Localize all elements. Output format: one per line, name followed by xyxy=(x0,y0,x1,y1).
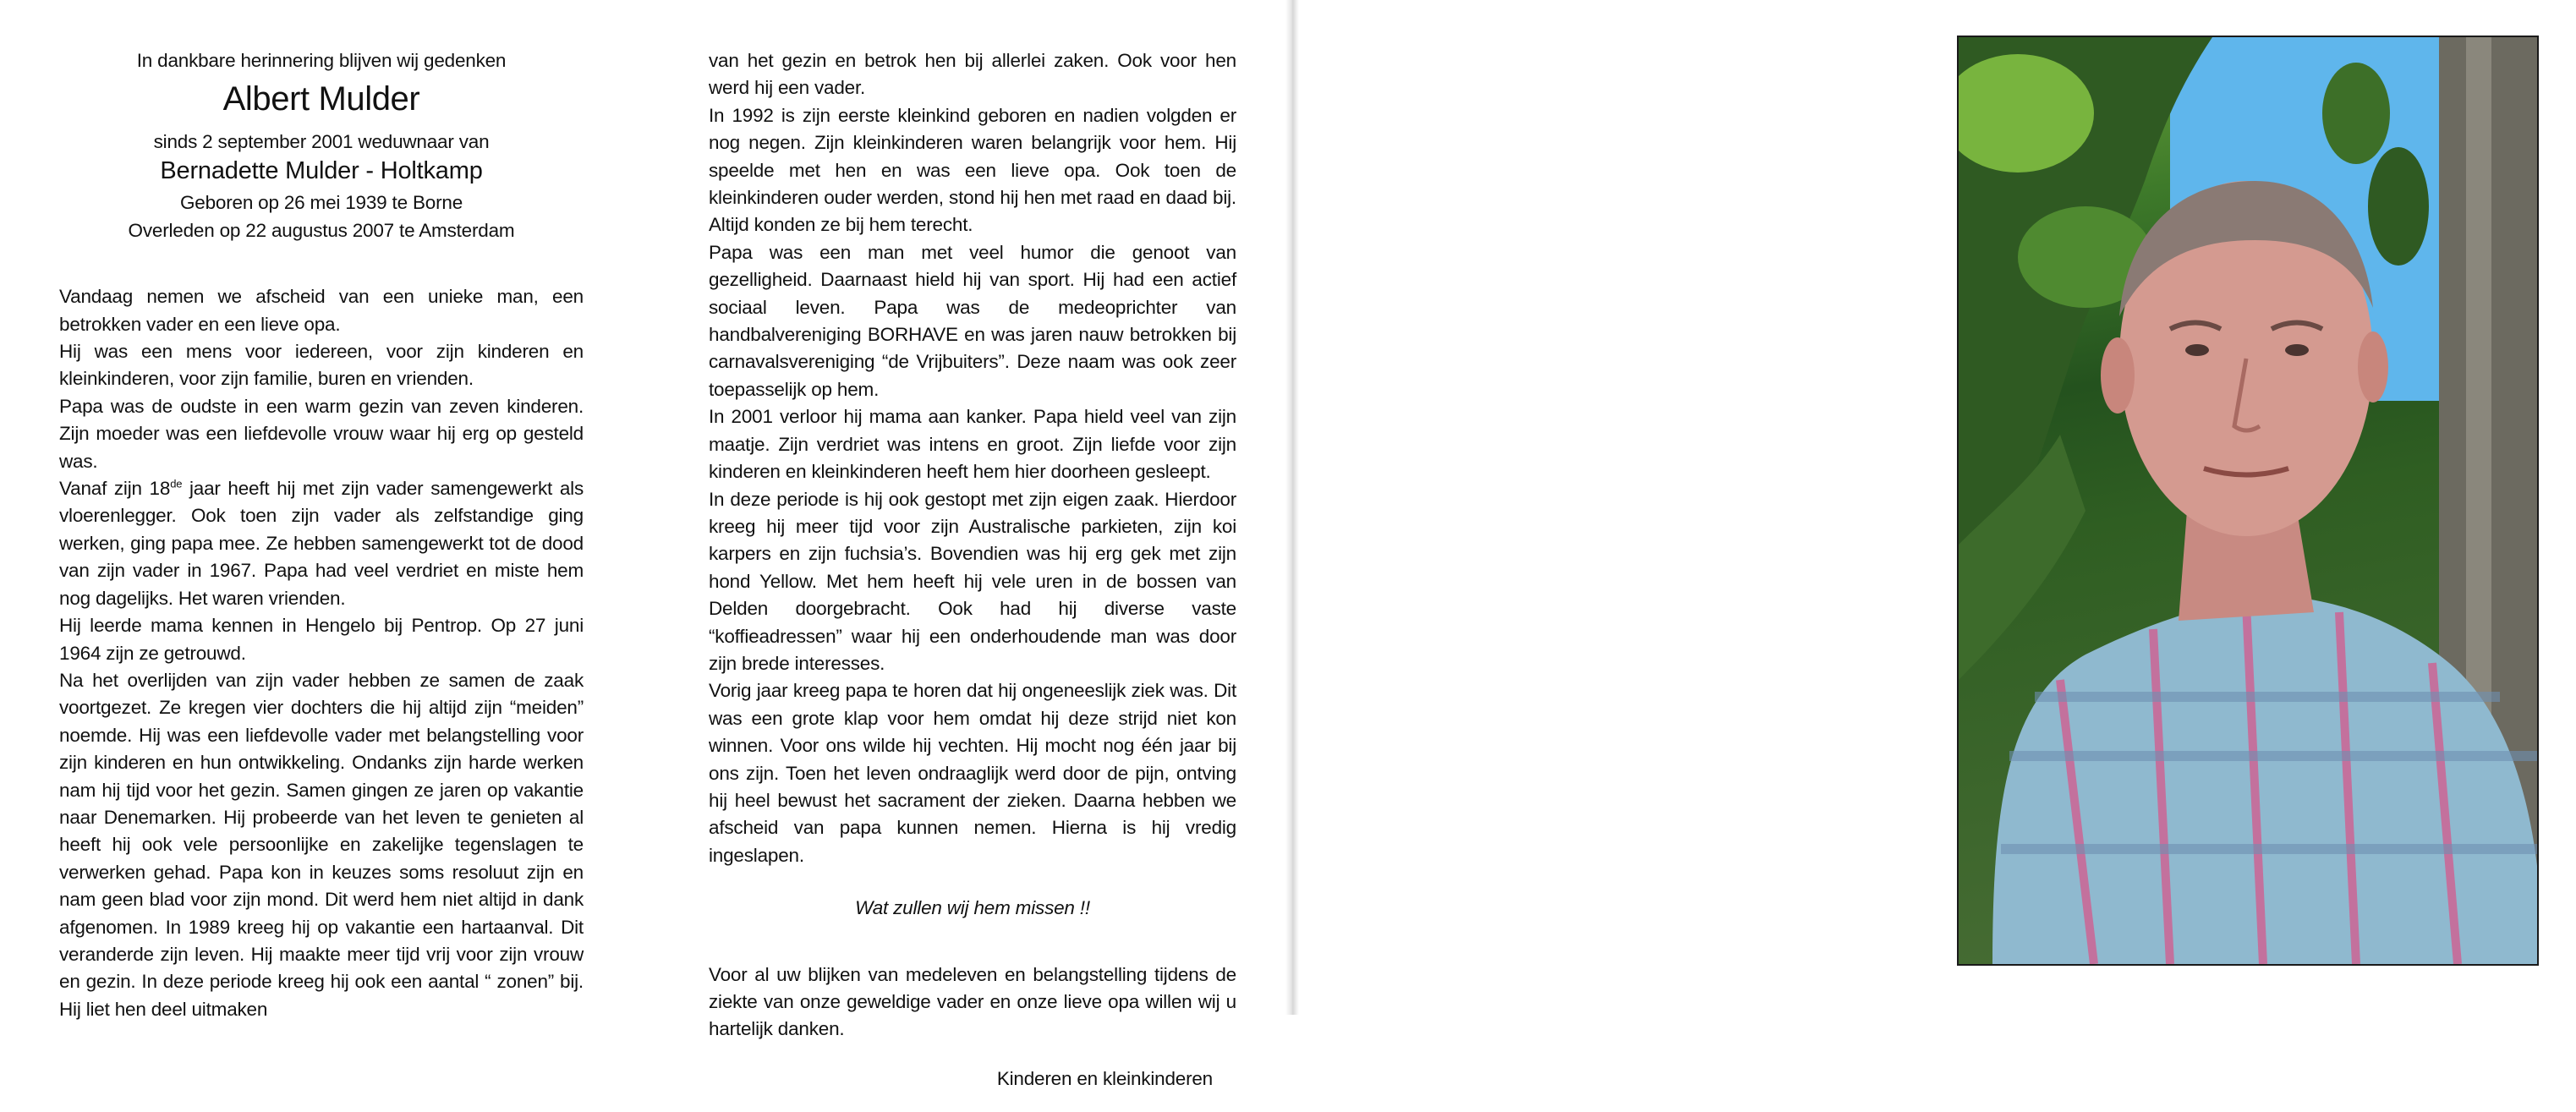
birth-line: Geboren op 26 mei 1939 te Borne xyxy=(179,192,463,214)
portrait-photo xyxy=(1957,36,2539,966)
leaves-right xyxy=(2322,63,2390,164)
left-eye xyxy=(2185,344,2209,356)
signature: Kinderen en kleinkinderen xyxy=(996,1067,1213,1089)
right-column xyxy=(709,47,1236,1112)
closing-sentiment: Wat zullen wij hem missen !! xyxy=(855,897,1090,919)
paragraph-start: Vanaf zijn 18 xyxy=(59,478,171,500)
portrait-illustration xyxy=(1959,37,2537,964)
right-ear xyxy=(2358,331,2388,403)
death-line: Overleden op 22 augustus 2007 te Amsterdam xyxy=(128,219,515,241)
paragraph: Vorig jaar kreeg papa te horen dat hij ongeneeslijk ziek was. Dit was een grote klap voor hem omdat hij deze strijd niet kon winnen. Voor ons wilde hij vechten. Hij mocht nog één jaar bij ons zijn. Toen het leven ondraaglijk werd door de pijn, ontving hij heel bewust het sacrament der zieken. Daarna hebben we afscheid van papa kunnen nemen. Hierna is hij vredig ingeslapen. xyxy=(709,680,1236,866)
paragraph: Vandaag nemen we afscheid van een unieke man, een betrokken vader en een lieve opa. xyxy=(59,286,584,335)
right-eye xyxy=(2285,344,2309,356)
left-body xyxy=(59,283,584,1023)
leaves-right-lower xyxy=(2368,147,2429,266)
paragraph-rest: jaar heeft hij met zijn vader samengewerkt als vloerenlegger. Ook toen zijn vader als zelfstandige ging werken, ging papa mee. Ze hebben samengewerkt tot de dood van zijn vader in 1967. Papa had veel verdriet en miste hem nog dagelijks. Het waren vrienden. xyxy=(59,478,584,609)
intro-line: In dankbare herinnering blijven wij gedenken xyxy=(136,50,507,71)
paragraph: In 1992 is zijn eerste kleinkind geboren en nadien volgden er nog negen. Zijn kleinkinderen waren belangrijk voor hem. Hij speelde met hen en was een lieve opa. Ook toen de kleinkinderen ouder werden, stond hij hen met raad en daad bij. Altijd konden ze bij hem terecht. xyxy=(709,104,1236,236)
paragraph: In deze periode is hij ook gestopt met zijn eigen zaak. Hierdoor kreeg hij meer tijd voor zijn Australische parkieten, zijn koi karpers en zijn fuchsia’s. Bovendien was hij erg gek met zijn hond Yellow. Met hem heeft hij vele uren in de bossen van Delden doorgebracht. Ook had hij diverse vaste “koffieadressen” waar hij een onderhoudende man was door zijn brede interesses. xyxy=(709,488,1236,674)
widower-line: sinds 2 september 2001 weduwnaar van xyxy=(153,131,490,152)
inner-spread xyxy=(0,0,1292,1089)
spouse-name: Bernadette Mulder - Holtkamp xyxy=(160,157,483,185)
deceased-name: Albert Mulder xyxy=(222,80,420,118)
thank-you-note: Voor al uw blijken van medeleven en belangstelling tijdens de ziekte van onze geweldige vader en onze lieve opa willen wij u hartelijk danken. xyxy=(709,963,1236,1040)
header xyxy=(59,47,584,244)
left-column xyxy=(59,47,584,1023)
card-fold xyxy=(1285,0,1299,1015)
paragraph: Papa was een man met veel humor die genoot van gezelligheid. Daarnaast hield hij van sport. Hij had een actief sociaal leven. Papa was de medeoprichter van handbalvereniging BORHAVE en was jaren nauw betrokken bij carnavalsvereniging “de Vrijbuiters”. Deze naam was ook zeer toepasselijk op hem. xyxy=(709,241,1236,400)
paragraph: Hij leerde mama kennen in Hengelo bij Pentrop. Op 27 juni 1964 zijn ze getrouwd. xyxy=(59,615,584,664)
paragraph: van het gezin en betrok hen bij allerlei zaken. Ook voor hen werd hij een vader. xyxy=(709,50,1236,99)
paragraph: In 2001 verloor hij mama aan kanker. Papa hield veel van zijn maatje. Zijn verdriet was intens en groot. Zijn liefde voor zijn kinderen en kleinkinderen heeft hem hier doorheen gesleept. xyxy=(709,406,1236,483)
paragraph: Hij was een mens voor iedereen, voor zijn kinderen en kleinkinderen, voor zijn familie, buren en vrienden. xyxy=(59,341,584,390)
left-ear xyxy=(2101,337,2135,414)
ordinal-suffix: de xyxy=(170,477,183,490)
paragraph: Na het overlijden van zijn vader hebben ze samen de zaak voortgezet. Ze kregen vier dochters die hij altijd zijn “meiden” noemde. Hij was een liefdevolle vader met belangstelling voor zijn kinderen en hun ontwikkeling. Ondanks zijn harde werken nam hij tijd voor het gezin. Samen gingen ze jaren op vakantie naar Denemarken. Hij probeerde van het leven te genieten al heeft hij ook vele persoonlijke en zakelijke tegenslagen te verwerken gehad. Papa kon in keuzes soms resoluut zijn en nam geen blad voor zijn mond. Dit werd hem niet altijd in dank afgenomen. In 1989 kreeg hij op vakantie een hartaanval. Dit veranderde zijn leven. Hij maakte meer tijd vrij voor zijn vrouw en gezin. In deze periode kreeg hij ook een aantal “ zonen” bij. Hij liet hen deel uitmaken xyxy=(59,669,584,1020)
paragraph: Papa was de oudste in een warm gezin van zeven kinderen. Zijn moeder was een liefdevolle vrouw waar hij erg op gesteld was. xyxy=(59,395,584,472)
paragraph xyxy=(59,475,584,612)
